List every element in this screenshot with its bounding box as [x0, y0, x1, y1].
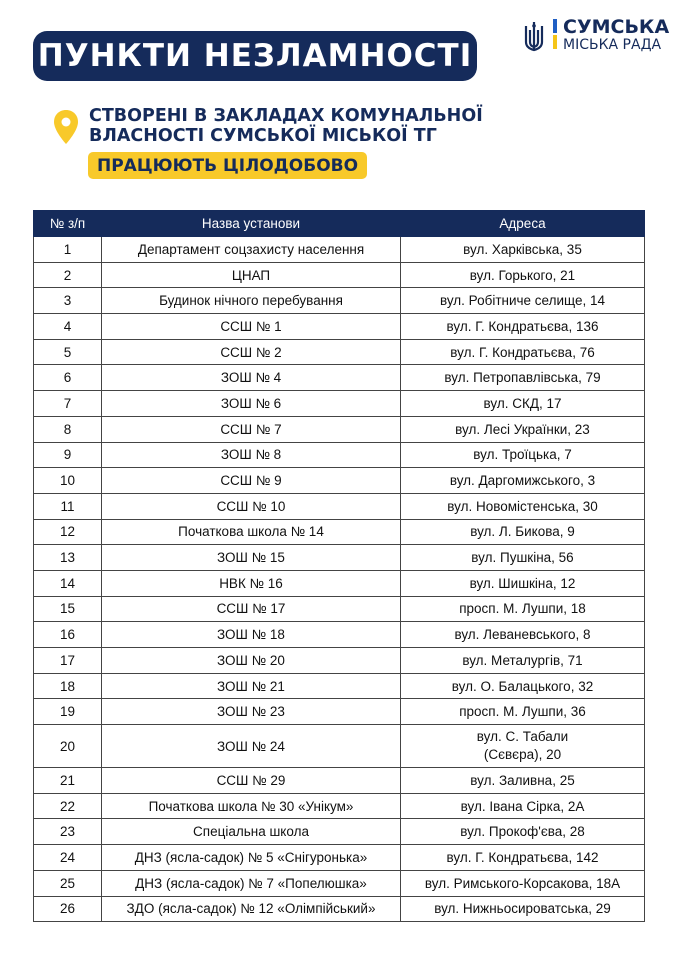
row-address: вул. Шишкіна, 12	[401, 570, 645, 596]
flag-stripe-yellow	[553, 35, 557, 49]
row-number: 3	[34, 288, 102, 314]
row-address: вул. Нижньосироватська, 29	[401, 896, 645, 922]
table-row	[34, 519, 645, 545]
row-number: 24	[34, 845, 102, 871]
table-row	[34, 262, 645, 288]
row-address: вул. Робітниче селище, 14	[401, 288, 645, 314]
row-name: Початкова школа № 30 «Унікум»	[102, 793, 401, 819]
table-row	[34, 288, 645, 314]
col-header-address: Адреса	[401, 211, 645, 237]
row-address: вул. Новомістенська, 30	[401, 493, 645, 519]
row-address: вул. Івана Сірка, 2А	[401, 793, 645, 819]
trident-icon	[523, 20, 545, 54]
row-number: 17	[34, 648, 102, 674]
col-header-name: Назва установи	[102, 211, 401, 237]
table-row	[34, 896, 645, 922]
row-address	[401, 725, 645, 768]
row-name: ССШ № 2	[102, 339, 401, 365]
row-number: 9	[34, 442, 102, 468]
row-number: 8	[34, 416, 102, 442]
table-row	[34, 845, 645, 871]
table-row	[34, 237, 645, 263]
row-name: НВК № 16	[102, 570, 401, 596]
row-name: ЦНАП	[102, 262, 401, 288]
row-name: ССШ № 9	[102, 468, 401, 494]
table-row	[34, 725, 645, 768]
table-row	[34, 570, 645, 596]
row-number: 2	[34, 262, 102, 288]
row-number: 12	[34, 519, 102, 545]
row-name: ЗОШ № 4	[102, 365, 401, 391]
row-name: ССШ № 17	[102, 596, 401, 622]
row-number: 21	[34, 768, 102, 794]
col-header-number: № з/п	[34, 211, 102, 237]
table-row	[34, 365, 645, 391]
row-address: вул. Лесі Українки, 23	[401, 416, 645, 442]
row-number: 13	[34, 545, 102, 571]
row-address: вул. Харківська, 35	[401, 237, 645, 263]
row-address: вул. Г. Кондратьєва, 136	[401, 314, 645, 340]
row-name: ЗДО (ясла-садок) № 12 «Олімпійський»	[102, 896, 401, 922]
table-row	[34, 793, 645, 819]
row-number: 26	[34, 896, 102, 922]
row-address: просп. М. Лушпи, 18	[401, 596, 645, 622]
subtitle	[89, 106, 483, 146]
row-name: Спеціальна школа	[102, 819, 401, 845]
row-number: 19	[34, 699, 102, 725]
row-address: вул. Л. Бикова, 9	[401, 519, 645, 545]
row-number: 5	[34, 339, 102, 365]
row-number: 23	[34, 819, 102, 845]
table-header-row	[34, 211, 645, 237]
row-address: просп. М. Лушпи, 36	[401, 699, 645, 725]
table-row	[34, 699, 645, 725]
row-address: вул. Г. Кондратьєва, 142	[401, 845, 645, 871]
row-number: 6	[34, 365, 102, 391]
map-pin-icon	[53, 109, 79, 145]
row-name: ССШ № 29	[102, 768, 401, 794]
row-address: вул. Металургів, 71	[401, 648, 645, 674]
row-name: Департамент соцзахисту населення	[102, 237, 401, 263]
table-row	[34, 545, 645, 571]
table-row	[34, 468, 645, 494]
table-row	[34, 870, 645, 896]
table-row	[34, 819, 645, 845]
table-row	[34, 339, 645, 365]
table-row	[34, 314, 645, 340]
row-address: вул. О. Балацького, 32	[401, 673, 645, 699]
table-row	[34, 416, 645, 442]
row-name: ЗОШ № 15	[102, 545, 401, 571]
row-name: ЗОШ № 6	[102, 391, 401, 417]
row-name: Будинок нічного перебування	[102, 288, 401, 314]
row-address: вул. Даргомижського, 3	[401, 468, 645, 494]
row-name: ССШ № 7	[102, 416, 401, 442]
hours-text: ПРАЦЮЮТЬ ЦІЛОДОБОВО	[97, 155, 359, 176]
title-banner	[33, 31, 477, 81]
table-row	[34, 596, 645, 622]
row-number: 25	[34, 870, 102, 896]
row-name: ДНЗ (ясла-садок) № 7 «Попелюшка»	[102, 870, 401, 896]
row-name: ЗОШ № 21	[102, 673, 401, 699]
row-number: 1	[34, 237, 102, 263]
table-row	[34, 673, 645, 699]
row-name: ССШ № 1	[102, 314, 401, 340]
table-row	[34, 442, 645, 468]
table-row	[34, 391, 645, 417]
row-number: 10	[34, 468, 102, 494]
row-number: 15	[34, 596, 102, 622]
row-address-line-2: (Сєвєра), 20	[483, 747, 562, 763]
table-row	[34, 622, 645, 648]
row-name: Початкова школа № 14	[102, 519, 401, 545]
table-row	[34, 768, 645, 794]
row-address: вул. Г. Кондратьєва, 76	[401, 339, 645, 365]
points-table	[33, 210, 645, 922]
subtitle-line-2: ВЛАСНОСТІ СУМСЬКОЇ МІСЬКОЇ ТГ	[89, 126, 437, 146]
row-number: 22	[34, 793, 102, 819]
row-number: 7	[34, 391, 102, 417]
row-address: вул. Римського-Корсакова, 18А	[401, 870, 645, 896]
flag-stripe-blue	[553, 19, 557, 33]
row-name: ЗОШ № 23	[102, 699, 401, 725]
hours-badge	[88, 152, 367, 179]
row-address: вул. Прокоф'єва, 28	[401, 819, 645, 845]
row-address: вул. Горького, 21	[401, 262, 645, 288]
row-name: ЗОШ № 24	[102, 725, 401, 768]
row-address: вул. Троїцька, 7	[401, 442, 645, 468]
row-name: ЗОШ № 8	[102, 442, 401, 468]
row-name: ЗОШ № 18	[102, 622, 401, 648]
row-name: ДНЗ (ясла-садок) № 5 «Снігуронька»	[102, 845, 401, 871]
subtitle-line-1: СТВОРЕНІ В ЗАКЛАДАХ КОМУНАЛЬНОЇ	[89, 106, 483, 126]
row-address: вул. СКД, 17	[401, 391, 645, 417]
row-number: 16	[34, 622, 102, 648]
row-number: 11	[34, 493, 102, 519]
row-address: вул. Пушкіна, 56	[401, 545, 645, 571]
row-number: 18	[34, 673, 102, 699]
row-name: ЗОШ № 20	[102, 648, 401, 674]
page-title: ПУНКТИ НЕЗЛАМНОСТІ	[37, 38, 473, 74]
table-row	[34, 493, 645, 519]
row-number: 14	[34, 570, 102, 596]
row-address-line-1: вул. С. Табали	[476, 729, 569, 745]
table-row	[34, 648, 645, 674]
row-number: 4	[34, 314, 102, 340]
logo-line-1: СУМСЬКА	[563, 16, 670, 38]
logo-line-2: МІСЬКА РАДА	[563, 37, 662, 53]
row-number: 20	[34, 725, 102, 768]
row-address: вул. Петропавлівська, 79	[401, 365, 645, 391]
city-council-logo	[523, 18, 673, 58]
row-name: ССШ № 10	[102, 493, 401, 519]
row-address: вул. Леваневського, 8	[401, 622, 645, 648]
row-address: вул. Заливна, 25	[401, 768, 645, 794]
